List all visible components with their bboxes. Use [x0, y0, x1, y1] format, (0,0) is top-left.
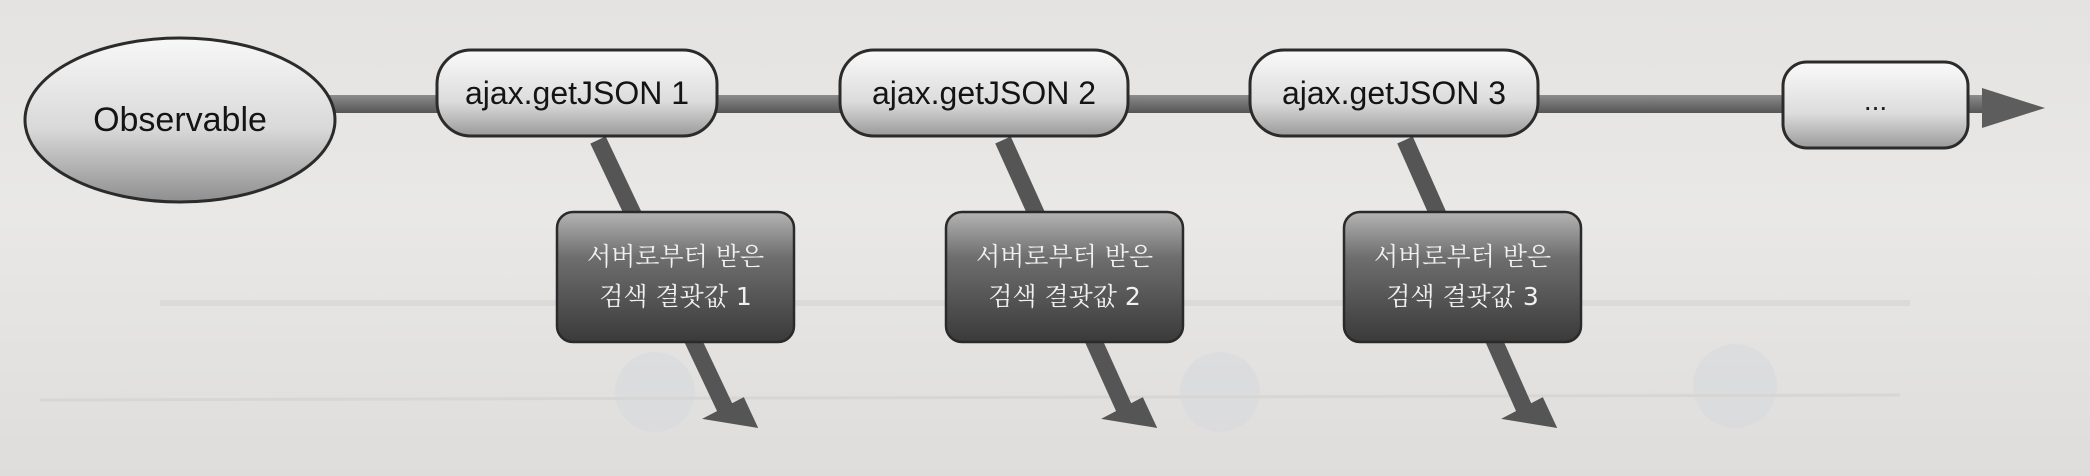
result-2-line-2: 검색 결괏값 2 — [988, 282, 1141, 311]
continuation-label: ... — [1863, 85, 1888, 116]
result-3-line-2: 검색 결괏값 3 — [1386, 282, 1539, 311]
request-label-2: ajax.getJSON 2 — [871, 74, 1097, 111]
result-3-line-1: 서버로부터 받은 — [1374, 242, 1551, 271]
request-label-1: ajax.getJSON 1 — [464, 74, 690, 111]
result-1-line-2: 검색 결괏값 1 — [599, 282, 752, 311]
result-2-line-1: 서버로부터 받은 — [976, 242, 1153, 271]
result-label-3 — [1344, 212, 1581, 342]
result-label-2 — [946, 212, 1183, 342]
observable-label: Observable — [93, 100, 267, 139]
timeline-arrowhead — [1982, 88, 2045, 128]
result-1-line-1: 서버로부터 받은 — [587, 242, 764, 271]
request-label-3: ajax.getJSON 3 — [1281, 74, 1507, 111]
result-label-1 — [557, 212, 794, 342]
